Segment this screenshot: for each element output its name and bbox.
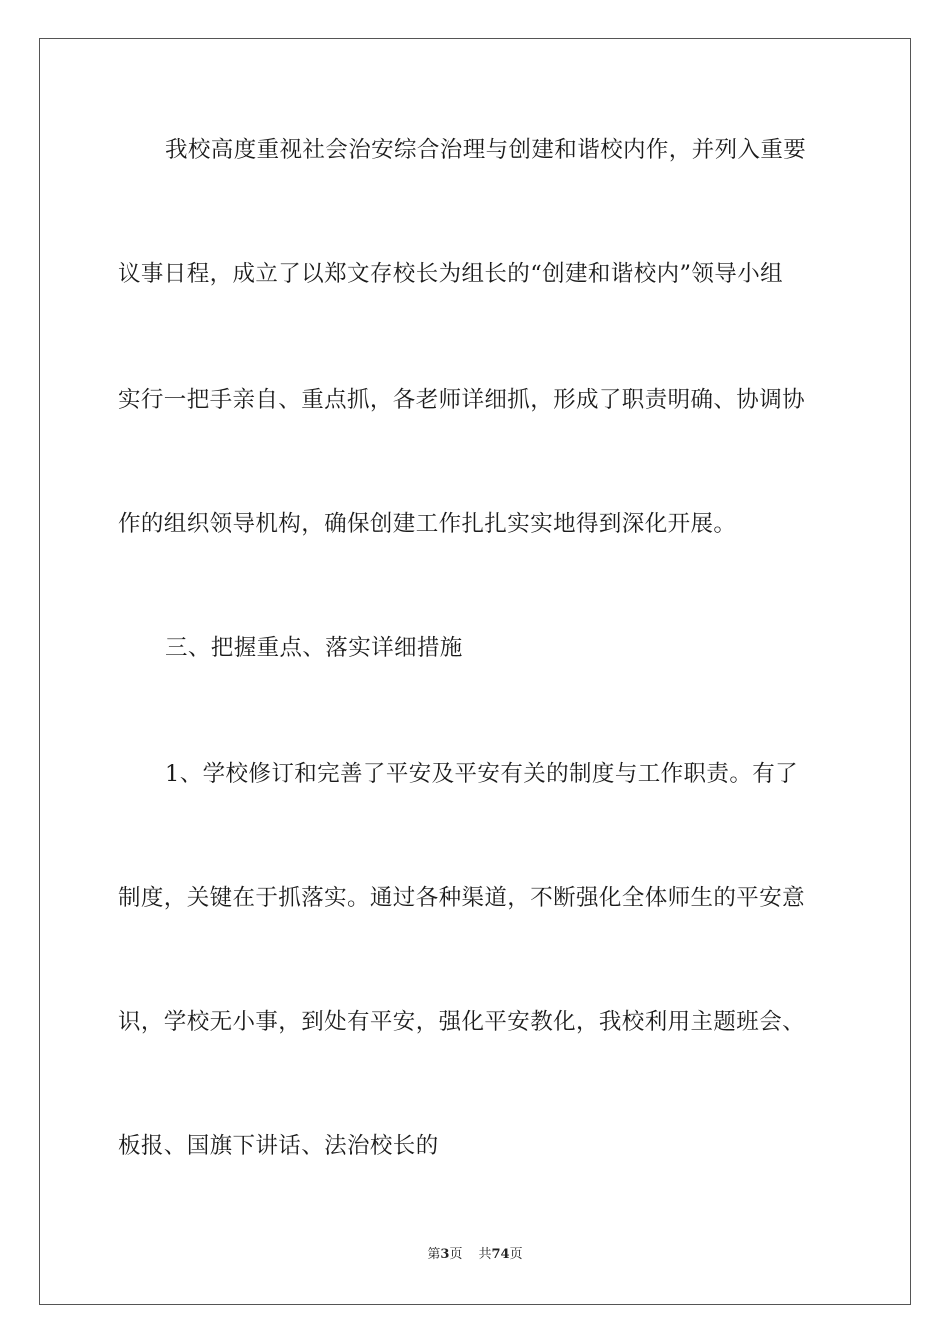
total-suffix: 页: [509, 1247, 523, 1262]
total-pages: 74: [491, 1247, 510, 1262]
page-border: [39, 38, 911, 1305]
page-suffix: 页: [449, 1247, 463, 1262]
total-prefix: 共: [478, 1247, 492, 1262]
paragraph-line: 作的组织领导机构，确保创建工作扎扎实实地得到深化开展。: [118, 511, 737, 537]
paragraph-line: 识，学校无小事，到处有平安，强化平安教化，我校利用主题班会、: [118, 1009, 806, 1035]
paragraph-line: 实行一把手亲自、重点抓，各老师详细抓，形成了职责明确、协调协: [118, 387, 806, 413]
page-number: 3: [440, 1247, 450, 1262]
section-heading: 三、把握重点、落实详细措施: [165, 635, 463, 661]
page-prefix: 第: [427, 1247, 441, 1262]
paragraph-line: 1、学校修订和完善了平安及平安有关的制度与工作职责。有了: [165, 761, 799, 787]
paragraph-line: 制度，关键在于抓落实。通过各种渠道，不断强化全体师生的平安意: [118, 885, 806, 911]
paragraph-line: 我校高度重视社会治安综合治理与创建和谐校内作，并列入重要: [165, 137, 807, 163]
paragraph-line: 板报、国旗下讲话、法治校长的: [118, 1133, 439, 1159]
paragraph-line: 议事日程，成立了以郑文存校长为组长的“创建和谐校内”领导小组: [118, 261, 784, 287]
page-footer: [0, 1246, 950, 1264]
